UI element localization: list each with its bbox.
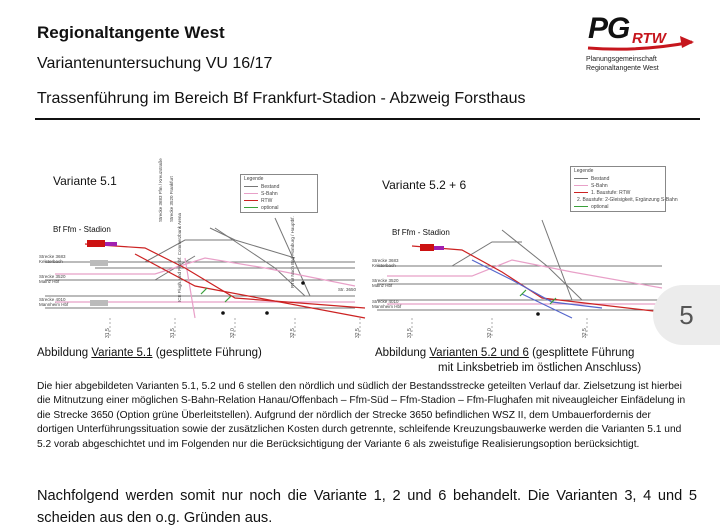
- track-label-4010: Strecke 4010 Mannheim Hbf: [39, 297, 69, 307]
- caption-right-link[interactable]: Varianten 5.2 und 6: [429, 347, 529, 359]
- vertical-label-ice: ICE Flugh. und Fernbf. Commerzbank Arena: [177, 212, 182, 302]
- track-diagram-left-graphic: [35, 168, 370, 340]
- vertical-label-3683: Strecke 3683 Ffm / Kreuzstraße: [158, 158, 163, 222]
- legend-title: Legende: [244, 176, 264, 182]
- legend-item-sbahn: S-Bahn: [574, 182, 662, 189]
- track-label-3520: Strecke 3520 Mainz Hbf: [39, 274, 66, 284]
- variant-label: Variante 5.2 + 6: [382, 178, 467, 192]
- conclusion-paragraph: Nachfolgend werden somit nur noch die Variante 1, 2 und 6 behandelt. Die Varianten 3, 4 und 5 scheiden aus den o.g. Gründen aus.: [37, 488, 697, 526]
- page-title: Regionaltangente West: [37, 23, 225, 42]
- km-label: 32,5: [290, 328, 296, 338]
- header-divider: [35, 118, 700, 120]
- legend-item-bestand: Bestand: [244, 183, 314, 190]
- variant-label: Variante 5.1: [53, 174, 117, 188]
- track-label-3683: Strecke 3683 Kelsterbach: [39, 254, 66, 264]
- legend-right: [570, 166, 678, 212]
- legend-item-stufe2: 2. Baustufe: 2-Gleisigkeit, Ergänzung S-Bahn: [577, 196, 678, 203]
- logo-text-line2: Regionaltangente West: [586, 65, 659, 72]
- km-label: 32,5: [582, 328, 588, 338]
- legend-item-optional: optional: [574, 203, 662, 210]
- caption-left-link[interactable]: Variante 5.1: [91, 347, 153, 359]
- km-label: 32,0: [230, 328, 236, 338]
- caption-left: Abbildung Variante 5.1 (gesplittete Führung): [37, 347, 262, 359]
- page-number-badge: 5: [653, 285, 720, 345]
- legend-title: Legende: [574, 168, 594, 174]
- logo-text-line1: Planungsgemeinschaft: [586, 56, 657, 63]
- logo-pg: PG: [588, 12, 630, 45]
- track-diagram-variante-5-2-6: [372, 168, 678, 340]
- logo-rtw: RTW: [632, 30, 666, 47]
- km-label: 31,5: [170, 328, 176, 338]
- legend-item-rtw: 1. Baustufe: RTW: [574, 189, 662, 196]
- page-subtitle: Variantenuntersuchung VU 16/17: [37, 55, 273, 72]
- legend-item-rtw: RTW: [244, 197, 314, 204]
- legend-item-optional: optional: [244, 204, 314, 211]
- km-label: 32,0: [487, 328, 493, 338]
- pgrtw-logo: [580, 12, 700, 78]
- km-label: 31,5: [407, 328, 413, 338]
- track-label-3683: Strecke 3683 Kelsterbach: [372, 258, 399, 268]
- legend-item-bestand: Bestand: [574, 175, 662, 182]
- track-label-3520: Strecke 3520 Mainz Hbf: [372, 278, 399, 288]
- caption-right: Abbildung Varianten 5.2 und 6 (gesplittete Führung: [375, 347, 635, 359]
- track-label-4010: Strecke 4010 Mannheim Hbf: [372, 299, 402, 309]
- str-3650-label: Str. 3650: [338, 287, 357, 292]
- legend-item-sbahn: S-Bahn: [244, 190, 314, 197]
- legend-left: [240, 174, 318, 213]
- km-label: 32,5: [355, 328, 361, 338]
- vertical-label-rtw: RTW Nach Bad Homburg / Hauptbf.: [290, 216, 295, 288]
- page-topic: Trassenführung im Bereich Bf Frankfurt-Stadion - Abzweig Forsthaus: [37, 90, 526, 107]
- vertical-label-3520: Strecke 3520 Frankfurt: [169, 176, 174, 222]
- station-label: Bf Ffm - Stadion: [392, 228, 450, 237]
- body-paragraph: Die hier abgebildeten Varianten 5.1, 5.2 und 6 stellen den nördlich und südlich der Bestandsstrecke geteilten Verlauf dar. Zielsetzung ist hierbei die Mitnutzung einer möglichen S-Bahn-Relation Hanau/Offenbach – Ffm-Süd – Ffm-Stadion – Ffm-Flughafen mit niveaugleicher Einfädelung in die Strecke 3650 (Option grüne Überleitstellen). Aufgrund der nördlich der Strecke 3650 befindlichen WSZ II, dem Umbauerfordernis der dortigen Unterführungssituation sowie der zusätzlichen Kosten durch getrennte, schleifende Kreuzungsbauwerke werden die Varianten 5.1 und 5.2 vorab abgeschichtet und im Folgenden nur die Berücksichtigung der Variante 6 als zweistufige Realisierungsoption berücksichtigt.: [37, 381, 686, 450]
- km-label: 31,5: [105, 328, 111, 338]
- station-label: Bf Ffm - Stadion: [53, 225, 111, 234]
- caption-right-line2: mit Linksbetrieb im östlichen Anschluss): [438, 362, 642, 374]
- track-diagram-variante-5-1: [35, 158, 370, 340]
